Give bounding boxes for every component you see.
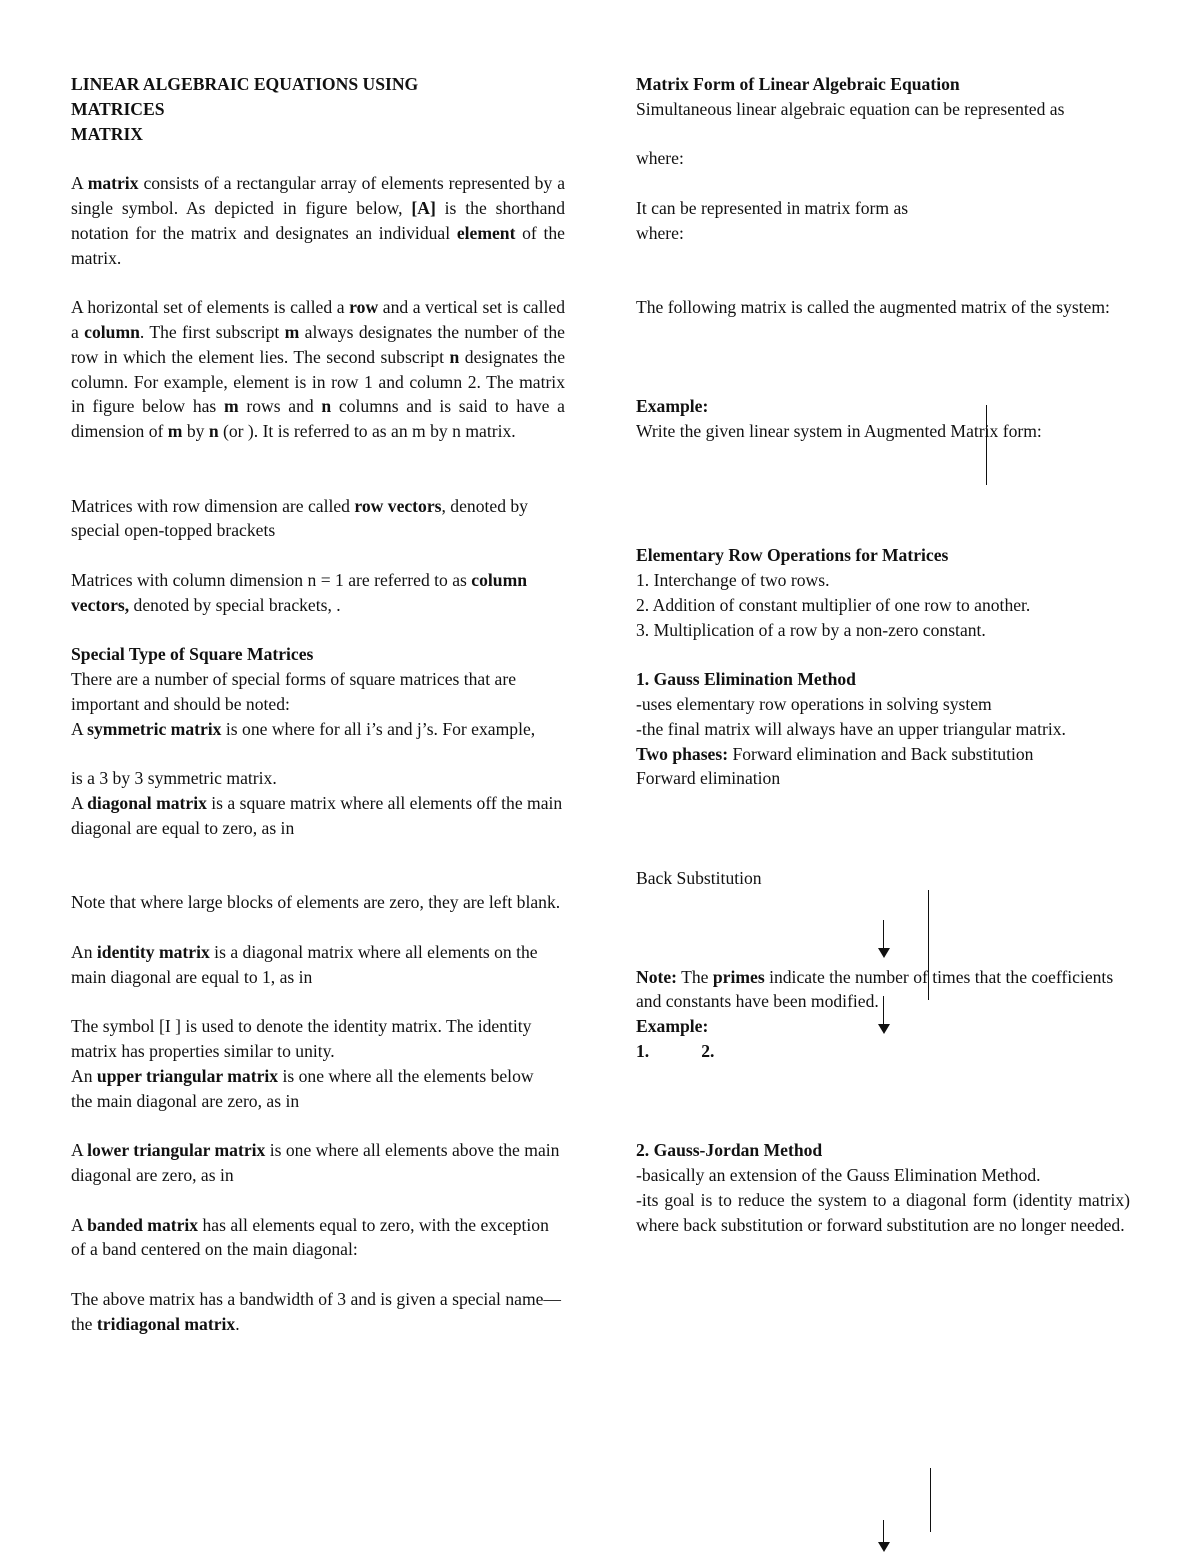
ero-heading: Elementary Row Operations for Matrices	[636, 545, 949, 566]
vertical-rule-gauss-jordan	[930, 1468, 931, 1532]
example-number-1: 1.	[636, 1041, 650, 1062]
bold-term: Note:	[636, 966, 678, 987]
text-segment: is the shorthand notation for the matrix and designates an individual	[71, 197, 566, 243]
augmented-matrix-intro: The following matrix is called the augmented matrix of the system:	[636, 297, 1110, 318]
right-column	[636, 72, 1130, 1237]
text-segment: is one where all elements above the main diagonal are zero, as in	[71, 1140, 560, 1186]
text-segment: Matrices with row dimension are called	[71, 495, 355, 516]
bold-term: primes	[712, 966, 765, 987]
example-heading-1: Example:	[636, 396, 709, 417]
special-matrices-intro: There are a number of special forms of square matrices that are important and should be noted:	[71, 669, 517, 714]
where-label-1: where:	[636, 148, 684, 169]
bold-term: upper triangular matrix	[96, 1065, 279, 1086]
bold-term: m	[284, 321, 300, 342]
bold-term: [A]	[411, 197, 436, 218]
two-phases-line	[636, 742, 1130, 767]
gauss-jordan-heading: 2. Gauss-Jordan Method	[636, 1140, 823, 1161]
ero-item-3: 3. Multiplication of a row by a non-zero constant.	[636, 619, 986, 640]
text-segment: A	[71, 1140, 88, 1161]
down-arrow-icon	[876, 920, 892, 958]
gauss-elimination-heading: 1. Gauss Elimination Method	[636, 669, 856, 690]
blank-blocks-note: Note that where large blocks of elements are zero, they are left blank.	[71, 892, 561, 913]
bold-term: lower triangular matrix	[87, 1140, 266, 1161]
banded-matrix-paragraph	[71, 1213, 565, 1263]
text-segment: A	[71, 173, 88, 194]
tridiagonal-paragraph	[71, 1287, 565, 1337]
row-vectors-paragraph	[71, 494, 565, 544]
text-segment: rows and	[238, 396, 322, 417]
forward-elimination-label: Forward elimination	[636, 768, 781, 789]
symmetric-matrix-note: is a 3 by 3 symmetric matrix.	[71, 768, 277, 789]
bold-term: row	[349, 297, 379, 318]
text-segment: always designates the number of the row in which the element lies. The second subscript	[71, 321, 565, 367]
text-segment: is a diagonal matrix where all elements on the main diagonal are equal to 1, as in	[71, 941, 538, 987]
symmetric-matrix-paragraph	[71, 717, 565, 742]
text-segment: has all elements equal to zero, with the exception of a band centered on the main diagonal:	[71, 1214, 549, 1260]
example-numbers	[636, 1039, 1130, 1064]
lower-triangular-paragraph	[71, 1138, 565, 1188]
text-segment: by	[182, 421, 209, 442]
bold-term: column vectors,	[71, 569, 528, 615]
where-label-2: where:	[636, 222, 684, 243]
matrix-definition-paragraph	[71, 171, 565, 270]
left-column	[71, 72, 565, 1337]
diagonal-matrix-paragraph	[71, 791, 565, 841]
bold-term: element	[456, 222, 516, 243]
matrix-form-line: It can be represented in matrix form as	[636, 197, 909, 218]
gauss-jordan-line-2: -its goal is to reduce the system to a diagonal form (identity matrix) where back substitution or forward substitution are no longer needed.	[636, 1189, 1130, 1235]
identity-matrix-note: The symbol [I ] is used to denote the identity matrix. The identity matrix has properties similar to unity.	[71, 1016, 532, 1062]
matrix-form-heading: Matrix Form of Linear Algebraic Equation	[636, 74, 960, 94]
gauss-line-1: -uses elementary row operations in solving system	[636, 693, 992, 714]
text-segment: A	[71, 793, 88, 814]
special-matrices-heading: Special Type of Square Matrices	[71, 644, 314, 665]
bold-term: m	[224, 396, 239, 417]
text-segment: designates the column. For example, element is in row 1 and column 2. The matrix in figure below has	[71, 346, 566, 417]
text-segment: indicate the number of times that the coefficients and constants have been modified.	[636, 966, 1114, 1012]
text-segment: .	[235, 1313, 240, 1334]
two-phases-text: Forward elimination and Back substitution	[728, 743, 1034, 764]
down-arrow-icon	[876, 1520, 892, 1553]
bold-term: n	[449, 346, 460, 367]
text-segment: columns and is said to have a dimension of	[71, 396, 565, 442]
two-phases-label: Two phases:	[636, 743, 729, 764]
matrix-form-intro: Simultaneous linear algebraic equation can be represented as	[636, 98, 1065, 119]
gauss-line-2: -the final matrix will always have an upper triangular matrix.	[636, 718, 1066, 739]
main-title-line2: MATRICES	[71, 98, 165, 119]
bold-term: tridiagonal matrix	[96, 1313, 236, 1334]
upper-triangular-paragraph	[71, 1064, 565, 1089]
text-segment: and a vertical set is called a	[71, 297, 565, 342]
row-column-paragraph	[71, 295, 565, 444]
text-segment: A horizontal set of elements is called a	[71, 297, 350, 318]
vertical-rule-forward	[928, 890, 929, 1000]
text-segment: is one where for all i’s and j’s. For example,	[221, 718, 536, 739]
bold-term: row vectors	[354, 495, 442, 516]
ero-item-2: 2. Addition of constant multiplier of one row to another.	[636, 594, 1031, 615]
back-substitution-label: Back Substitution	[636, 867, 762, 888]
text-segment: is a square matrix where all elements off the main diagonal are equal to zero, as in	[71, 793, 563, 838]
text-segment: , denoted by special open-topped brackets	[71, 495, 528, 541]
text-segment: An	[71, 941, 97, 962]
identity-matrix-paragraph	[71, 940, 565, 990]
text-segment: A	[71, 1214, 88, 1235]
text-segment: . The first subscript	[139, 321, 285, 342]
bold-term: m	[167, 421, 183, 442]
main-title-line1: LINEAR ALGEBRAIC EQUATIONS USING	[71, 74, 419, 94]
gauss-jordan-line-1: -basically an extension of the Gauss Elimination Method.	[636, 1165, 1041, 1186]
section-title-matrix: MATRIX	[71, 123, 143, 144]
text-segment: consists of a rectangular array of elements represented by a single symbol. As depicted in figure below,	[71, 173, 566, 218]
text-segment: of the matrix.	[71, 222, 565, 268]
bold-term: symmetric matrix	[87, 718, 222, 739]
bold-term: matrix	[87, 173, 139, 194]
example-number-2: 2.	[701, 1041, 715, 1062]
column-vectors-paragraph	[71, 568, 565, 618]
ero-item-1: 1. Interchange of two rows.	[636, 569, 830, 590]
bold-term: identity matrix	[96, 941, 210, 962]
bold-term: diagonal matrix	[87, 793, 207, 814]
text-segment: The	[677, 966, 713, 987]
bold-term: n	[321, 396, 332, 417]
bold-term: column	[84, 321, 140, 342]
text-segment: The above matrix has a bandwidth of 3 and is given a special name—the	[71, 1289, 562, 1334]
bold-term: n	[208, 421, 219, 442]
example-heading-2: Example:	[636, 1016, 709, 1037]
text-segment: (or ). It is referred to as an m by n matrix.	[218, 421, 516, 442]
text-segment: denoted by special brackets, .	[129, 594, 341, 615]
text-segment: Matrices with column dimension n = 1 are referred to as	[71, 569, 472, 590]
bold-term: banded matrix	[87, 1214, 199, 1235]
text-segment: is one where all the elements below	[278, 1065, 534, 1086]
example-text-1: Write the given linear system in Augmented Matrix form:	[636, 421, 1042, 442]
upper-triangular-continuation: the main diagonal are zero, as in	[71, 1090, 300, 1111]
vertical-rule-augmented	[986, 405, 987, 485]
down-arrow-icon	[876, 996, 892, 1034]
text-segment: A	[71, 718, 88, 739]
text-segment: An	[71, 1065, 97, 1086]
